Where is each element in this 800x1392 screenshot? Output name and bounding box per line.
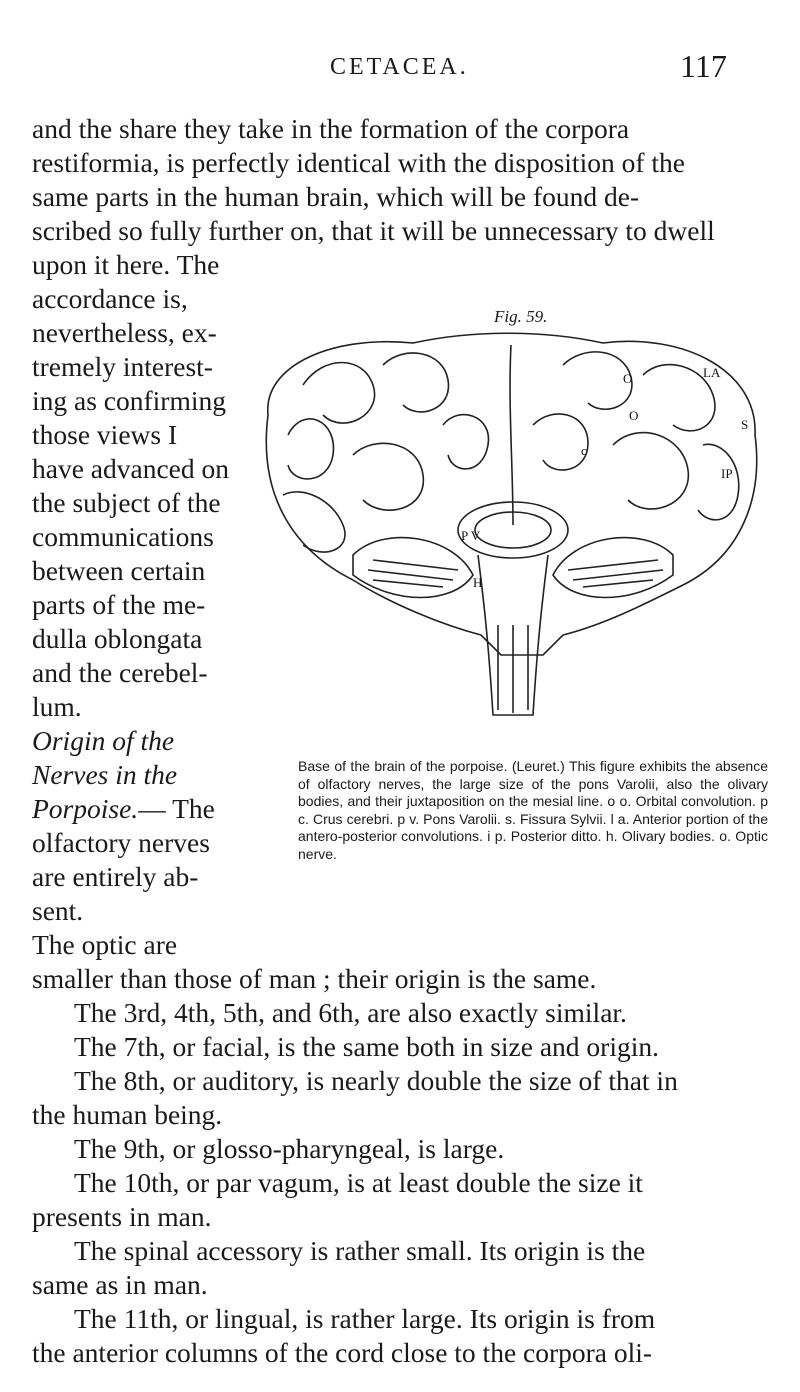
text-line: scribed so fully further on, that it will be unnecessary to dwell [32,215,715,246]
section-heading-line: Porpoise. [32,793,139,824]
page-number: 117 [680,48,727,84]
text-line: dulla oblongata [32,623,203,654]
text-line: The 7th, or facial, is the same both in size and origin. [74,1031,659,1062]
figure-caption: Base of the brain of the porpoise. (Leuret.) This figure exhibits the absence of olfactory nerves, the large size of the pons Varolii, also the olivary bodies, and their juxtaposition on the mesial line. o o. Orbital convolution. p c. Crus cerebri. p v. Pons Varolii. s. Fissura Sylvii. l a. Anterior portion of the antero-posterior convolutions. i p. Posterior ditto. h. Olivary bodies. o. Optic nerve. [298,758,768,862]
text-line: communications [32,521,214,552]
mark-o-left: O [623,371,633,386]
text-line: accordance is, [32,283,188,314]
section-heading-line: Nerves in the [32,759,178,790]
mark-h: H [473,575,483,590]
text-line: presents in man. [32,1201,212,1232]
text-line: the human being. [32,1099,223,1130]
figure-label: Fig. 59. [494,307,548,326]
text-line: and the share they take in the formation of the corpora [32,113,630,144]
text-line: same parts in the human brain, which will be found de- [32,181,640,212]
text-line: The optic are [32,929,178,960]
text-line: ing as confirming [32,385,226,416]
text-line: restiformia, is perfectly identical with the disposition of the [32,147,685,178]
mark-s: S [741,417,749,432]
text-line: The spinal accessory is rather small. Its origin is the [74,1235,646,1266]
text-line: parts of the me- [32,589,206,620]
text-line: nevertheless, ex- [32,317,217,348]
text-line: those views I [32,419,178,450]
text-line: sent. [32,895,84,926]
mark-ip: IP [721,466,733,481]
text-line: lum. [32,691,82,722]
text-line: the subject of the [32,487,221,518]
text-line: the anterior columns of the cord close to the corpora oli- [32,1337,653,1368]
section-heading-line: Origin of the [32,725,175,756]
text-line: tremely interest- [32,351,213,382]
page-header [0,48,800,88]
figure-brain-illustration [243,325,773,740]
text-line: olfactory nerves [32,827,210,858]
text-line: same as in man. [32,1269,208,1300]
mark-la: LA [703,365,721,380]
text-line: have advanced on [32,453,229,484]
text-line: The 10th, or par vagum, is at least double the size it [74,1167,643,1198]
text-line: and the cerebel- [32,657,208,688]
section-heading-row [32,792,215,826]
mark-pv: P V [461,528,481,543]
text-line: The 3rd, 4th, 5th, and 6th, are also exactly similar. [74,997,627,1028]
text-line: The 8th, or auditory, is nearly double the size of that in [74,1065,678,1096]
mark-o-lower: O [629,408,639,423]
text-line: The 11th, or lingual, is rather large. Its origin is from [74,1303,656,1334]
text-line: upon it here. The [32,249,220,280]
mark-c: c [581,443,587,458]
brain-engraving [243,325,773,740]
text-line: are entirely ab- [32,861,199,892]
text-line: — The [138,793,215,824]
text-line: The 9th, or glosso-pharyngeal, is large. [74,1133,505,1164]
running-title: CETACEA. [330,54,469,80]
text-line: between certain [32,555,206,586]
text-line: smaller than those of man ; their origin is the same. [32,963,597,994]
